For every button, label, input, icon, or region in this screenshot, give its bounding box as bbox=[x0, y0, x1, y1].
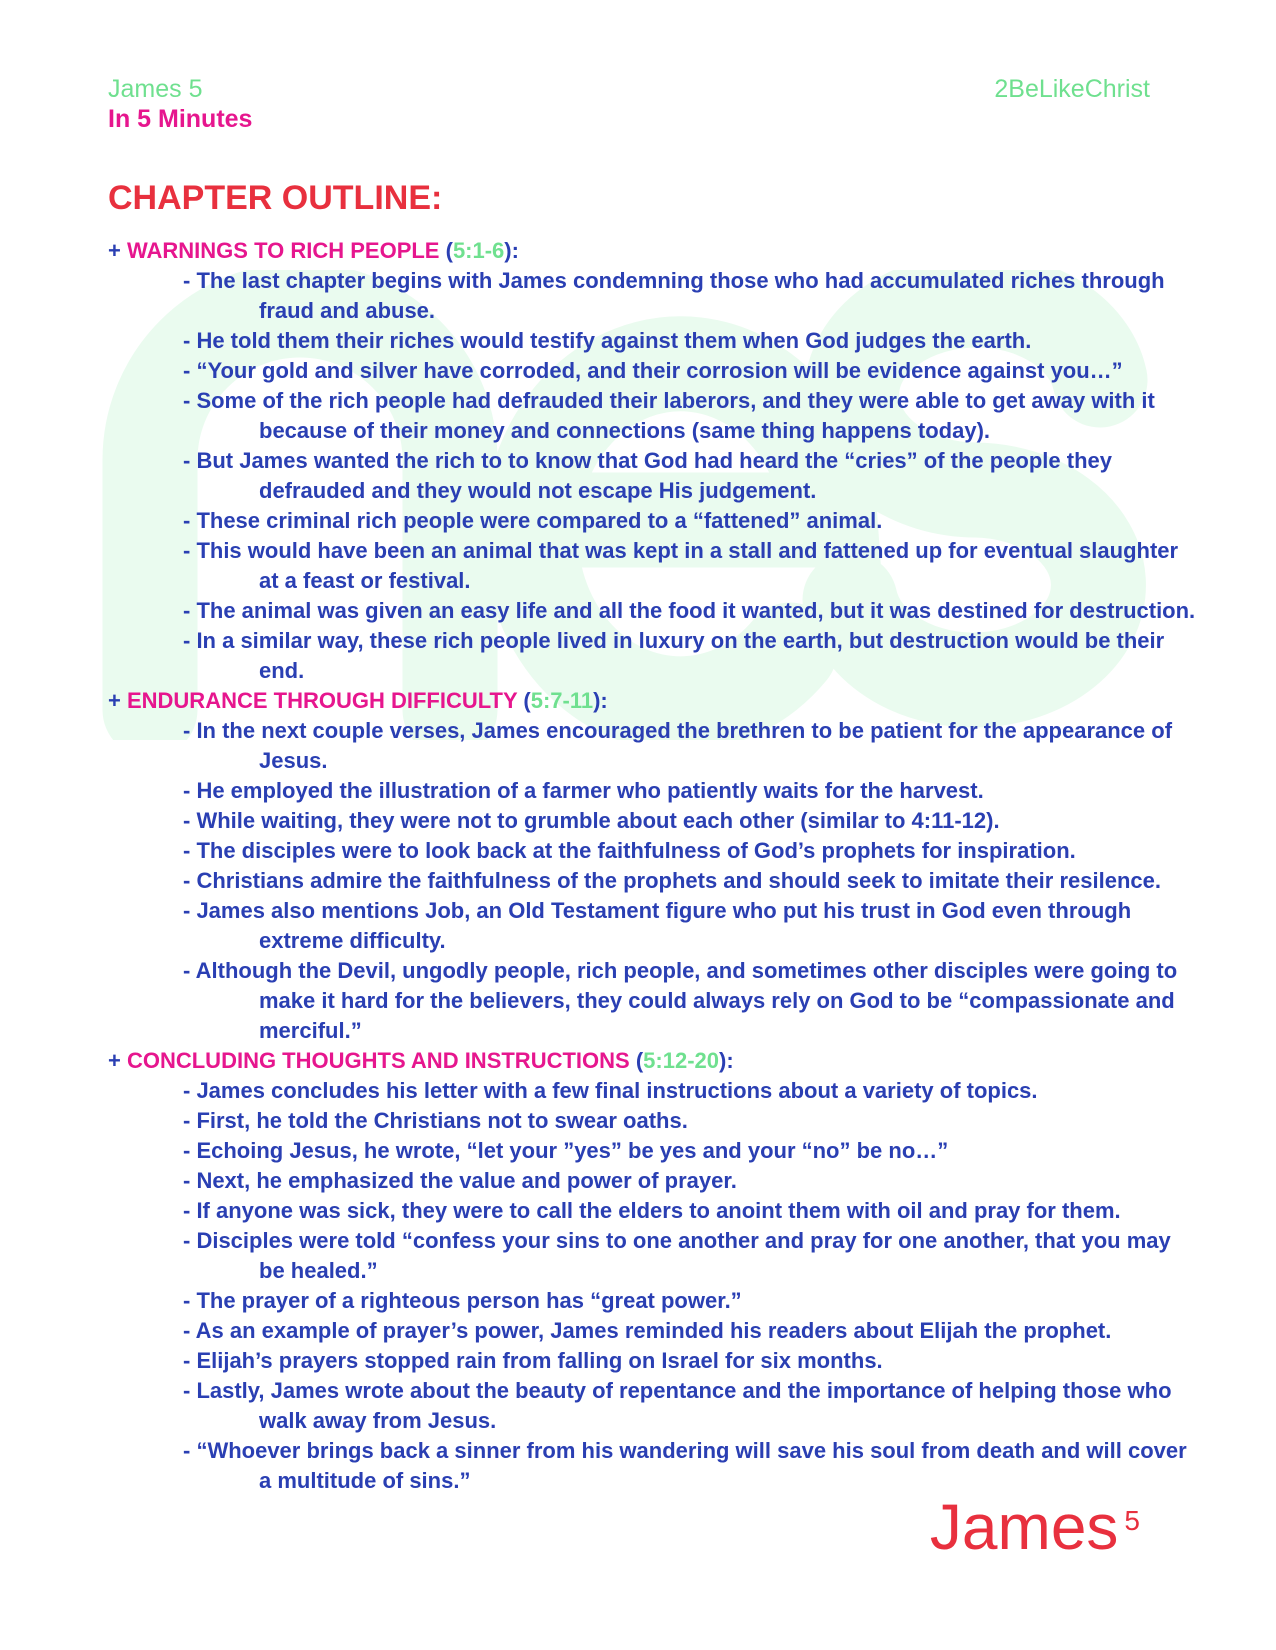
list-item: - The disciples were to look back at the faithfulness of God’s prophets for inspiration. bbox=[183, 838, 1076, 863]
list-item: - He employed the illustration of a farmer who patiently waits for the harvest. bbox=[183, 778, 984, 803]
subtitle: In 5 Minutes bbox=[108, 105, 253, 133]
paren-close: ): bbox=[593, 688, 608, 713]
list-item: - The prayer of a righteous person has “great power.” bbox=[183, 1288, 742, 1313]
section-reference: 5:1-6 bbox=[452, 238, 505, 263]
list-item: - Although the Devil, ungodly people, rich people, and sometimes other disciples were going to make it hard for the believers, they could always rely on God to be “compassionate and merciful.” bbox=[183, 958, 1178, 1043]
section-heading bbox=[108, 236, 1198, 266]
section-reference: 5:7-11 bbox=[530, 688, 594, 713]
list-item: - In the next couple verses, James encouraged the brethren to be patient for the appearance of Jesus. bbox=[183, 718, 1173, 773]
list-item: - The animal was given an easy life and all the food it wanted, but it was destined for destruction. bbox=[183, 598, 1196, 623]
list-item: - These criminal rich people were compared to a “fattened” animal. bbox=[183, 508, 883, 533]
list-item: - First, he told the Christians not to swear oaths. bbox=[183, 1108, 688, 1133]
section-bullet-list bbox=[108, 266, 1198, 686]
section-plus: + bbox=[108, 688, 127, 713]
list-item: - In a similar way, these rich people lived in luxury on the earth, but destruction would be their end. bbox=[183, 628, 1165, 683]
list-item: - The last chapter begins with James condemning those who had accumulated riches through fraud and abuse. bbox=[183, 268, 1165, 323]
section-reference: 5:12-20 bbox=[643, 1048, 719, 1073]
section-bullet-list bbox=[108, 716, 1198, 1046]
list-item: - While waiting, they were not to grumble about each other (similar to 4:11-12). bbox=[183, 808, 1000, 833]
section-title: WARNINGS TO RICH PEOPLE bbox=[126, 238, 440, 263]
list-item: - James also mentions Job, an Old Testament figure who put his trust in God even through extreme difficulty. bbox=[183, 898, 1132, 953]
brand-name: 2BeLikeChrist bbox=[994, 75, 1150, 103]
section-heading bbox=[108, 1046, 1198, 1076]
list-item: - But James wanted the rich to to know that God had heard the “cries” of the people they defrauded and they would not escape His judgement. bbox=[183, 448, 1113, 503]
header-left bbox=[108, 74, 252, 134]
list-item: - Elijah’s prayers stopped rain from falling on Israel for six months. bbox=[183, 1348, 883, 1373]
section-title: ENDURANCE THROUGH DIFFICULTY bbox=[126, 688, 518, 713]
paren-open: ( bbox=[629, 1048, 644, 1073]
paren-open: ( bbox=[439, 238, 453, 263]
book-chapter: James 5 bbox=[108, 75, 203, 103]
list-item: - This would have been an animal that was kept in a stall and fattened up for eventual slaughter at a feast or festival. bbox=[183, 538, 1179, 593]
list-item: - Some of the rich people had defrauded their laberors, and they were able to get away with it because of their money and connections (same thing happens today). bbox=[183, 388, 1155, 443]
chapter-outline bbox=[108, 236, 1198, 1496]
list-item: - Echoing Jesus, he wrote, “let your ”yes” be yes and your “no” be no…” bbox=[183, 1138, 949, 1163]
list-item: - If anyone was sick, they were to call the elders to anoint them with oil and pray for them. bbox=[183, 1198, 1121, 1223]
paren-close: ): bbox=[719, 1048, 734, 1073]
footer-book: James bbox=[929, 1491, 1119, 1563]
list-item: - “Your gold and silver have corroded, and their corrosion will be evidence against you…” bbox=[183, 358, 1123, 383]
footer-logo bbox=[930, 1492, 1140, 1562]
list-item: - Next, he emphasized the value and power of prayer. bbox=[183, 1168, 737, 1193]
outline-title: CHAPTER OUTLINE: bbox=[108, 179, 443, 217]
list-item: - Disciples were told “confess your sins to one another and pray for one another, that you may be healed.” bbox=[183, 1228, 1171, 1283]
section-title: CONCLUDING THOUGHTS AND INSTRUCTIONS bbox=[126, 1048, 630, 1073]
section-bullet-list bbox=[108, 1076, 1198, 1496]
paren-open: ( bbox=[517, 688, 531, 713]
list-item: - Lastly, James wrote about the beauty of repentance and the importance of helping those who walk away from Jesus. bbox=[183, 1378, 1172, 1433]
list-item: - As an example of prayer’s power, James reminded his readers about Elijah the prophet. bbox=[183, 1318, 1112, 1343]
footer-chapter: 5 bbox=[1124, 1505, 1140, 1536]
list-item: - Christians admire the faithfulness of the prophets and should seek to imitate their resilence. bbox=[183, 868, 1161, 893]
paren-close: ): bbox=[504, 238, 519, 263]
section-heading bbox=[108, 686, 1198, 716]
section-plus: + bbox=[108, 1048, 127, 1073]
list-item: - James concludes his letter with a few final instructions about a variety of topics. bbox=[183, 1078, 1038, 1103]
section-plus: + bbox=[108, 238, 127, 263]
list-item: - He told them their riches would testify against them when God judges the earth. bbox=[183, 328, 1032, 353]
list-item: - “Whoever brings back a sinner from his wandering will save his soul from death and will cover a multitude of sins.” bbox=[183, 1438, 1187, 1493]
